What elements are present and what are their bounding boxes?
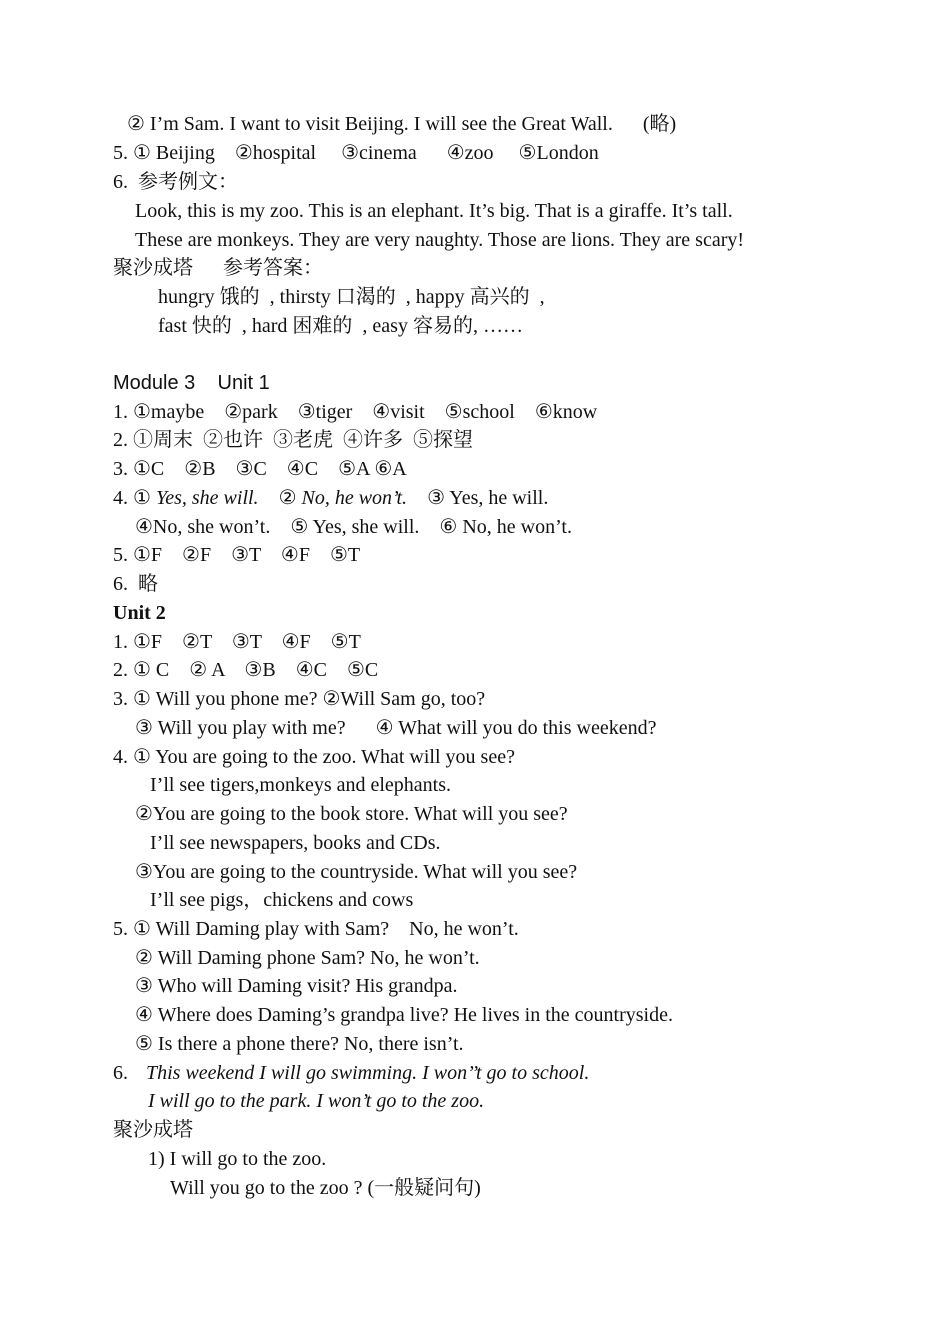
answer-line: ② I’m Sam. I want to visit Beijing. I will see the Great Wall. (略) [127, 113, 677, 135]
answer-line: hungry 饿的 , thirsty 口渴的 , happy 高兴的 , [158, 286, 545, 308]
answer-line: 1. ①maybe ②park ③tiger ④visit ⑤school ⑥know [113, 401, 598, 423]
answer-line: ③ Will you play with me? ④ What will you do this weekend? [135, 717, 657, 739]
answer-line: ⑤ Is there a phone there? No, there isn’t. [135, 1033, 464, 1055]
answer-line: 1. ①F ②T ③T ④F ⑤T [113, 631, 361, 653]
answer-line: 4. ① You are going to the zoo. What will you see? [113, 746, 515, 768]
answer-line: 5. ① Will Daming play with Sam? No, he won’t. [113, 918, 519, 940]
answer-line: 6. This weekend I will go swimming. I won’’t go to school. [113, 1062, 590, 1084]
answer-line: I will go to the park. I won’t go to the zoo. [148, 1090, 485, 1112]
answer-line: 4. ① Yes, she will. ② No, he won’t. ③ Yes, he will. [113, 487, 549, 509]
sample-essay-line: These are monkeys. They are very naughty. Those are lions. They are scary! [135, 229, 745, 251]
sample-essay-line: Look, this is my zoo. This is an elephant. It’s big. That is a giraffe. It’s tall. [135, 200, 733, 222]
answer-line: I’ll see pigs，chickens and cows [150, 889, 414, 911]
answer-line: 2. ① C ② A ③B ④C ⑤C [113, 659, 379, 681]
section-label: 聚沙成塔 [113, 1119, 193, 1141]
module-heading: Module 3 Unit 1 [113, 372, 270, 394]
answer-line: Will you go to the zoo ? (一般疑问句) [170, 1177, 481, 1199]
answer-line: ③ Who will Daming visit? His grandpa. [135, 975, 458, 997]
answer-line: ④ Where does Daming’s grandpa live? He lives in the countryside. [135, 1004, 673, 1026]
answer-line: 2. ①周末 ②也许 ③老虎 ④许多 ⑤探望 [113, 429, 473, 451]
answer-line: 5. ①F ②F ③T ④F ⑤T [113, 544, 361, 566]
answer-line: ③You are going to the countryside. What will you see? [135, 861, 578, 883]
unit-heading: Unit 2 [113, 602, 166, 624]
answer-line: 5. ① Beijing ②hospital ③cinema ④zoo ⑤London [113, 142, 599, 164]
answer-line: I’ll see newspapers, books and CDs. [150, 832, 441, 854]
answer-line: 3. ① Will you phone me? ②Will Sam go, too? [113, 688, 486, 710]
answer-line: ② Will Daming phone Sam? No, he won’t. [135, 947, 480, 969]
answer-line: fast 快的 , hard 困难的 , easy 容易的, …… [158, 315, 523, 337]
answer-line: ②You are going to the book store. What will you see? [135, 803, 568, 825]
answer-line: 1) I will go to the zoo. [148, 1148, 327, 1170]
answer-line: ④No, she won’t. ⑤ Yes, she will. ⑥ No, he won’t. [135, 516, 572, 538]
answer-line: 6. 参考例文： [113, 171, 238, 193]
section-label: 聚沙成塔 参考答案： [113, 257, 323, 279]
answer-line: 6. 略 [113, 573, 158, 595]
answer-line: 3. ①C ②B ③C ④C ⑤A ⑥A [113, 458, 407, 480]
answer-line: I’ll see tigers,monkeys and elephants. [150, 774, 452, 796]
